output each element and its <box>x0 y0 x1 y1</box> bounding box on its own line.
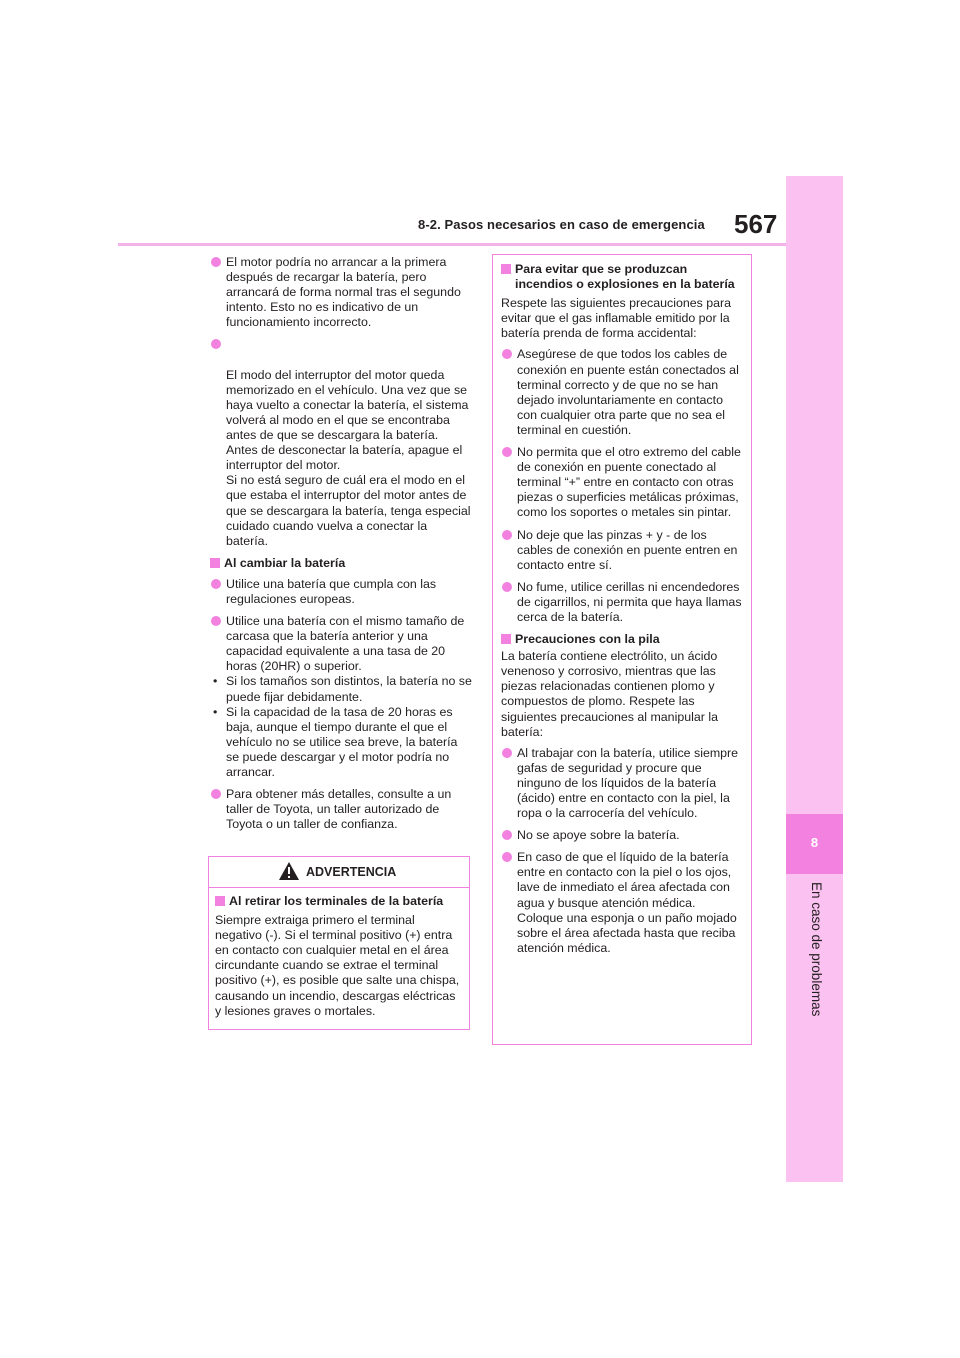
left-column <box>210 255 472 839</box>
bullet-dot-icon <box>211 789 221 799</box>
list-item <box>501 347 743 438</box>
section-title: 8-2. Pasos necesarios en caso de emergencia <box>418 217 705 232</box>
square-bullet-icon <box>215 896 225 906</box>
list-item <box>501 528 743 573</box>
bullet-text: El motor podría no arrancar a la primera después de recargar la batería, pero arrancará de forma normal tras el segundo intento. Esto no es indicativo de un funcionamiento incorrecto. <box>226 255 461 330</box>
header-divider <box>118 243 786 246</box>
list-item <box>501 445 743 520</box>
bullet-dot-icon <box>211 579 221 589</box>
sub-item <box>210 674 472 704</box>
heading-text: Para evitar que se produzcan incendios o explosiones en la batería <box>515 262 735 292</box>
list-item <box>210 614 472 674</box>
chapter-title: En caso de problemas <box>809 882 824 1017</box>
square-bullet-icon <box>501 634 511 644</box>
sub-item-text: Si la capacidad de la tasa de 20 horas es baja, aunque el tiempo durante el que el vehículo no se utilice sea breve, la batería se puede descargar y el motor podría no arrancar. <box>226 704 458 779</box>
square-bullet-icon <box>501 264 511 274</box>
list-item <box>501 850 743 956</box>
right-caution-box <box>492 254 752 1045</box>
chapter-number: 8 <box>810 835 819 850</box>
bullet-dot-icon <box>502 830 512 840</box>
warning-triangle-icon <box>278 861 300 881</box>
bullet-dot-icon <box>502 748 512 758</box>
bullet-text: No se apoye sobre la batería. <box>517 828 680 843</box>
paragraph: Respete las siguientes precauciones para evitar que el gas inflamable emitido por la batería prenda de forma accidental: <box>501 296 732 341</box>
list-item <box>210 337 472 548</box>
bullet-dot-icon <box>502 582 512 592</box>
section-heading <box>501 262 743 292</box>
bullet-dot-icon <box>211 257 221 267</box>
square-bullet-icon <box>210 558 220 568</box>
warning-body <box>209 888 469 1025</box>
page-number: 567 <box>734 209 778 239</box>
bullet-dot-icon <box>211 616 221 626</box>
bullet-text: No fume, utilice cerillas ni encendedores de cigarrillos, ni permita que haya llamas cerca de la batería. <box>517 579 742 624</box>
bullet-text: En caso de que el líquido de la batería entre en contacto con la piel o los ojos, lave de inmediato el área afectada con agua y busque atención médica. Coloque una esponja o un paño mojado sobre el área afectada hasta que reciba atención médica. <box>517 850 737 955</box>
bullet-text: El modo del interruptor del motor queda memorizado en el vehículo. Una vez que se haya vuelto a conectar la batería, el sistema volverá al modo en el que se encontraba antes de que se descargara la batería. Antes de desconectar la batería, apague el interruptor del motor. Si no está seguro de cuál era el modo en el que estaba el interruptor del motor antes de que se descargara la batería, tenga especial cuidado cuando vuelva a conectar la batería. <box>226 367 471 548</box>
bullet-text: No permita que el otro extremo del cable de conexión en puente conectado al terminal “+” entre en contacto con otras piezas o superficies metálicas próximas, como los soportes o metales sin pintar. <box>517 445 741 520</box>
list-item <box>210 577 472 607</box>
warning-text: Siempre extraiga primero el terminal negativo (-). Si el terminal positivo (+) entra en contacto con cualquier metal en el área circundante cuando se extrae el terminal positivo (+), es posible que salte una chispa, causando un incendio, descargas eléctricas y lesiones graves o mortales. <box>215 913 460 1018</box>
list-item <box>210 787 472 832</box>
section-heading <box>210 556 472 571</box>
sub-item <box>210 705 472 780</box>
warning-header <box>209 857 469 888</box>
bullet-text: Asegúrese de que todos los cables de conexión en puente están conectados al terminal correcto y de que no se han dejado involuntariamente en contacto con cualquier otra parte que no sea el terminal en cuestión. <box>517 347 739 437</box>
bullet-text: Al trabajar con la batería, utilice siempre gafas de seguridad y procure que ninguno de los líquidos de la batería (ácido) entre en contacto con la piel, la ropa o la carrocería del vehículo. <box>517 745 739 821</box>
bullet-dot-icon <box>502 852 512 862</box>
warning-heading <box>215 894 463 909</box>
bullet-text: Utilice una batería que cumpla con las regulaciones europeas. <box>226 576 437 606</box>
list-item <box>501 580 743 625</box>
list-item <box>501 746 743 821</box>
bullet-dot-icon <box>502 530 512 540</box>
sub-bullet-icon: • <box>213 674 218 689</box>
heading-text: Al cambiar la batería <box>224 555 346 570</box>
heading-text: Al retirar los terminales de la batería <box>229 894 444 908</box>
bullet-dot-icon <box>502 349 512 359</box>
bullet-text: Utilice una batería con el mismo tamaño de carcasa que la batería anterior y una capacidad equivalente a una tasa de 20 horas (20HR) o superior. <box>226 614 465 674</box>
bullet-text: No deje que las pinzas + y - de los cables de conexión en puente entren en contacto entre sí. <box>517 527 738 572</box>
paragraph: La batería contiene electrólito, un ácido venenoso y corrosivo, mientras que las piezas relacionadas contienen plomo y compuestos de plomo. Respete las siguientes precauciones al manipular la batería: <box>501 649 718 739</box>
bullet-dot-icon <box>502 447 512 457</box>
bullet-dot-icon <box>211 339 221 349</box>
warning-title: ADVERTENCIA <box>306 865 397 879</box>
warning-box <box>208 856 470 1030</box>
sub-item-text: Si los tamaños son distintos, la batería no se puede fijar debidamente. <box>226 674 472 704</box>
section-heading <box>501 632 743 647</box>
list-item <box>501 828 743 843</box>
list-item <box>210 255 472 330</box>
sub-bullet-icon: • <box>213 704 218 719</box>
bullet-text: Para obtener más detalles, consulte a un taller de Toyota, un taller autorizado de Toyota o un taller de confianza. <box>226 787 452 832</box>
heading-text: Precauciones con la pila <box>515 632 660 647</box>
